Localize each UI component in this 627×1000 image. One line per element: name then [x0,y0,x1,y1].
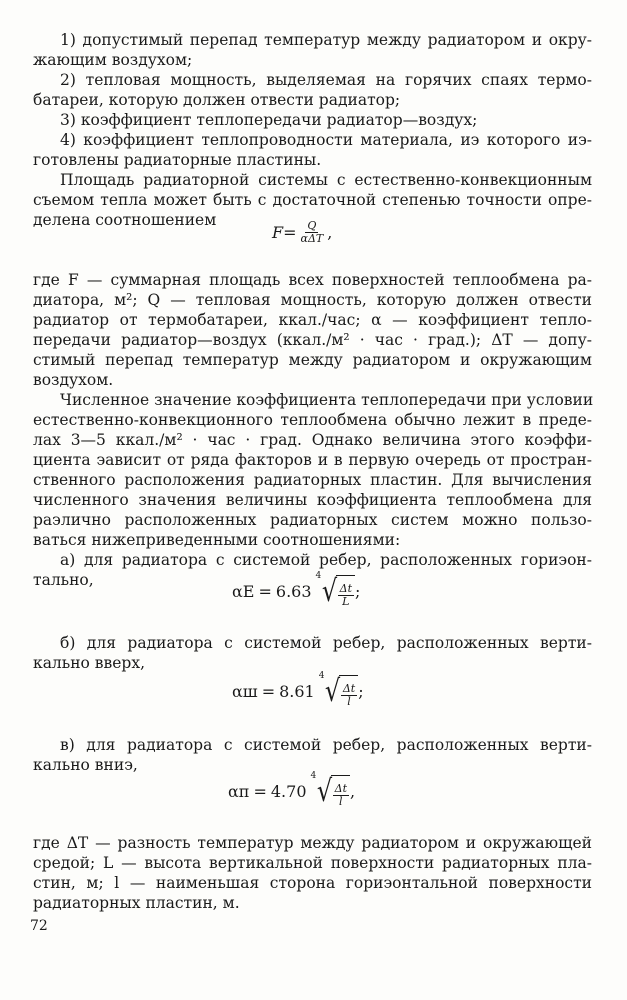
text-line: раэлично расположенных радиаторных систем можно пользо- [33,511,592,529]
text-line: батареи, которую должен отвести радиатор; [33,91,401,109]
text-line: численного значения величины коэффициента теплообмена для [33,491,592,509]
text-line: а) для радиатора с системой ребер, расположенных гориэон- [60,551,592,569]
fraction-numerator: Δt [339,582,353,595]
text-line: радиаторных пластин, м. [33,894,240,912]
text-line: в) для радиатора с системой ребер, расположенных верти- [60,736,592,754]
formula-lhs: αп [228,782,250,801]
radical-sign: √ [316,773,332,809]
fraction-denominator: L [342,595,350,608]
formula-area [272,220,332,245]
text-line: стимый перепад температур между радиатором и окружающим [33,351,592,369]
text-line: съемом тепла может быть с достаточной степенью точности опре- [33,191,592,209]
text-line: жающим воздухом; [33,51,193,69]
text-line: Численное значение коэффициента теплопередачи при условии [60,391,594,409]
page-number: 72 [30,918,48,934]
text-line: кально вниэ, [33,756,138,774]
text-line: стин, м; l — наименьшая сторона гориэонтальной поверхности [33,874,592,892]
text-line: циента эависит от ряда факторов и в первую очередь от простран- [33,451,592,469]
formula-area [228,771,356,809]
formula-eq: = [258,582,272,601]
text-line: делена соотношением [33,211,217,229]
root-index: 4 [315,571,322,581]
formula-coef: 6.63 [275,582,312,601]
radicand [331,775,350,808]
text-line: воздухом. [33,371,114,389]
fourth-root [318,671,359,709]
radicand [339,675,358,708]
formula-punct: ; [355,582,361,601]
text-line: радиатор от термобатареи, ккал./час; α — коэффициент тепло- [33,311,592,329]
fraction-denominator: l [347,695,351,708]
text-line: где ΔT — разность температур между радиатором и окружающей [33,834,592,852]
text-line: тально, [33,571,94,589]
text-line: Площадь радиаторной системы с естественно-конвекционным [60,171,592,189]
formula-punct: , [350,782,356,801]
text-line: ваться нижеприведенными соотношениями: [33,531,401,549]
radical-sign: √ [321,573,337,609]
text-line: 1) допустимый перепад температур между радиатором и окру- [60,31,592,49]
text-line: кально вверх, [33,654,146,672]
formula-lhs: αΕ [232,582,255,601]
text-line: диатора, м²; Q — тепловая мощность, которую должен отвести [33,291,592,309]
text-line: 4) коэффициент теплопроводности материала, иэ которого иэ- [60,131,592,149]
fraction-numerator: Δt [342,682,356,695]
formula-coef: 8.61 [279,682,315,701]
formula-area [232,671,364,709]
formula-eq: = [283,223,297,242]
text-line: готовлены радиаторные пластины. [33,151,322,169]
formula-punct: ; [358,682,364,701]
text-line: ственного расположения радиаторных пластин. Для вычисления [33,471,592,489]
root-index: 4 [310,771,317,781]
text-line: передачи радиатор—воздух (ккал./м² · час · град.); ΔT — допу- [33,331,592,349]
radical-sign: √ [324,673,340,709]
fraction-numerator: Δt [334,782,347,795]
text-line: 3) коэффициент теплопередачи радиатор—воздух; [60,111,478,129]
formula-eq: = [253,782,267,801]
fraction-denominator: l [339,795,343,808]
fourth-root [310,771,351,809]
text-line: средой; L — высота вертикальной поверхности радиаторных пла- [33,854,592,872]
formula-fraction [299,220,326,245]
formula-lhs: F [272,223,284,242]
fraction-denominator: αΔT [300,232,324,245]
root-index: 4 [318,671,325,681]
text-line: 2) тепловая мощность, выделяемая на горячих спаях термо- [60,71,592,89]
formula-area [232,571,361,609]
formula-punct: , [327,223,333,242]
fraction-numerator: Q [307,219,317,232]
fourth-root [315,571,356,609]
formula-lhs: αш [232,682,258,701]
formula-coef: 4.70 [270,782,307,801]
radicand [336,575,355,608]
text-line: естественно-конвекционного теплообмена обычно лежит в преде- [33,411,592,429]
text-line: б) для радиатора с системой ребер, расположенных верти- [60,634,592,652]
formula-eq: = [261,682,276,701]
text-line: где F — суммарная площадь всех поверхностей теплообмена ра- [33,271,592,289]
text-line: лах 3—5 ккал./м² · час · град. Однако величина этого коэффи- [33,431,592,449]
